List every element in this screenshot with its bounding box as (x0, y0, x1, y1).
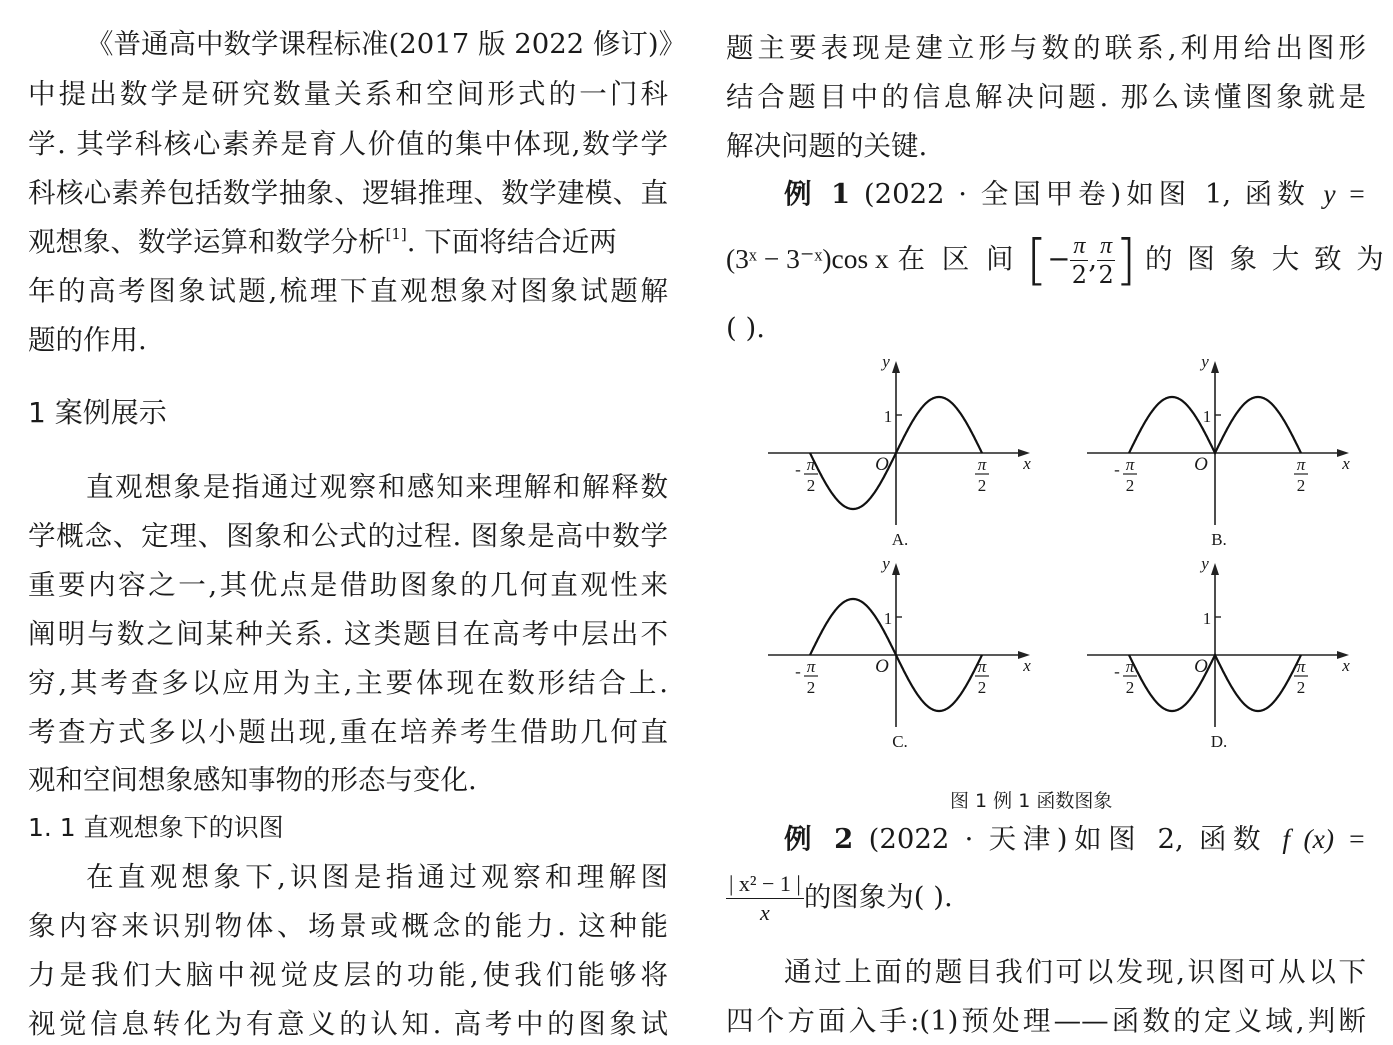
interval-comma: , (1088, 243, 1098, 275)
figure-1-graphs (728, 355, 1368, 775)
x-axis-label: x (1342, 454, 1350, 473)
pi-label: π (977, 455, 987, 474)
pi-label: π (806, 657, 816, 676)
interval-open-bracket: [ (1026, 228, 1048, 292)
origin-label: O (1194, 656, 1208, 677)
intro-line: 中提出数学是研究数量关系和空间形式的一门科 (28, 78, 668, 110)
pi-label: π (806, 455, 816, 474)
option-label: B. (1211, 530, 1227, 549)
pi-label: π (1125, 657, 1135, 676)
example1-line2 (726, 228, 1387, 292)
y-axis-label: y (1201, 554, 1209, 573)
section-line: 穷,其考查多以应用为主,主要体现在数形结合上. (28, 667, 668, 699)
example1-label: 例 1 (784, 178, 851, 210)
example1-function: (3ˣ − 3⁻ˣ)cos x (726, 243, 889, 274)
option-label: C. (892, 732, 908, 751)
two-label: 2 (1296, 476, 1306, 495)
citation: [1] (385, 225, 407, 243)
subsection-line: 力是我们大脑中视觉皮层的功能,使我们能够将 (28, 959, 668, 991)
subsection-line: 象内容来识别物体、场景或概念的能力. 这种能 (28, 910, 668, 942)
example1-y-eq: y = (1323, 178, 1367, 209)
origin-label: O (875, 454, 889, 475)
option-label: A. (891, 530, 909, 549)
minus-sign: - (1114, 662, 1120, 681)
example2-line1 (726, 821, 1366, 857)
interval-fraction-right: $\frac{\pi}{2}$ (1098, 233, 1114, 289)
example1-after: 的 图 象 大 致 为 (1145, 243, 1387, 275)
minus-sign: - (795, 662, 801, 681)
two-label: 2 (1125, 678, 1135, 697)
two-label: 2 (806, 476, 816, 495)
example2-fraction: $\frac{\text{| x² − 1 |}}{x}$ (726, 870, 804, 927)
section-line: 直观想象是指通过观察和感知来理解和解释数 (86, 471, 668, 503)
intro-line: 年的高考图象试题,梳理下直观想象对图象试题解 (28, 275, 668, 307)
x-axis-label: x (1342, 656, 1350, 675)
example2-source: (2022 · 天津)如图 2, 函数 (868, 823, 1268, 855)
y-one-label: 1 (883, 609, 893, 628)
figure-caption: 图 1 例 1 函数图象 (950, 790, 1113, 812)
intro-line: 科核心素养包括数学抽象、逻辑推理、数学建模、直 (28, 177, 668, 209)
intro-line-text: 观想象、数学运算和数学分析 (28, 226, 386, 258)
y-axis-arrow (1211, 563, 1219, 575)
body-line: 四个方面入手:(1)预处理——函数的定义域,判断 (726, 1005, 1366, 1037)
example2-after: 的图象为( ). (803, 881, 953, 913)
option-label: D. (1210, 732, 1228, 751)
graph-option-c (768, 554, 1031, 751)
intro-line-text: . 下面将结合近两 (406, 226, 617, 258)
body-line: 通过上面的题目我们可以发现,识图可从以下 (784, 956, 1366, 988)
y-axis-label: y (1201, 355, 1209, 371)
subsection-heading: 1. 1 直观想象下的识图 (28, 813, 284, 842)
intro-line: 《普通高中数学课程标准(2017 版 2022 修订)》 (86, 28, 687, 60)
origin-label: O (1194, 454, 1208, 475)
graph-option-d (1087, 554, 1350, 751)
two-label: 2 (1296, 678, 1306, 697)
section-line: 考查方式多以小题出现,重在培养考生借助几何直 (28, 716, 668, 748)
body-line: 题主要表现是建立形与数的联系,利用给出图形 (726, 32, 1366, 64)
section-line: 重要内容之一,其优点是借助图象的几何直观性来 (28, 569, 668, 601)
example1-line1 (726, 176, 1366, 212)
section-line: 观和空间想象感知事物的形态与变化. (28, 764, 477, 796)
section-heading: 1 案例展示 (28, 396, 167, 429)
x-axis-label: x (1023, 454, 1031, 473)
interval-fraction-left: $\frac{\pi}{2}$ (1071, 233, 1088, 289)
minus-sign: - (795, 460, 801, 479)
intro-line: 题的作用. (28, 324, 147, 356)
subsection-line: 在直观想象下,识图是指通过观察和理解图 (86, 861, 668, 893)
x-axis-label: x (1023, 656, 1031, 675)
y-axis-arrow (892, 563, 900, 575)
body-line: 结合题目中的信息解决问题. 那么读懂图象就是 (726, 81, 1366, 113)
origin-label: O (875, 656, 889, 677)
pi-label: π (977, 657, 987, 676)
example2-label: 例 2 (784, 823, 854, 855)
intro-line: 学. 其学科核心素养是育人价值的集中体现,数学学 (28, 128, 668, 160)
two-label: 2 (977, 476, 987, 495)
example1-source: (2022 · 全国甲卷)如图 1, 函数 (863, 178, 1310, 210)
pi-label: π (1125, 455, 1135, 474)
y-axis-arrow (1211, 361, 1219, 373)
example2-fx: f (x) = (1282, 823, 1366, 854)
example2-line2 (726, 870, 953, 927)
body-line: 解决问题的关键. (726, 130, 928, 162)
interval-close-bracket: ] (1115, 228, 1137, 292)
example1-interval-text: 在 区 间 (897, 243, 1018, 275)
minus-sign: - (1114, 460, 1120, 479)
y-one-label: 1 (1202, 609, 1212, 628)
y-axis-label: y (882, 355, 890, 371)
section-line: 学概念、定理、图象和公式的过程. 图象是高中数学 (28, 520, 668, 552)
two-label: 2 (977, 678, 987, 697)
graph-option-a (768, 355, 1031, 549)
graph-option-b (1087, 355, 1350, 549)
y-axis-label: y (882, 554, 890, 573)
interval-minus: − (1047, 243, 1071, 275)
y-one-label: 1 (883, 407, 893, 426)
y-one-label: 1 (1202, 407, 1212, 426)
y-axis-arrow (892, 361, 900, 373)
subsection-line: 视觉信息转化为有意义的认知. 高考中的图象试 (28, 1008, 668, 1040)
example1-blank: ( ). (726, 312, 765, 344)
two-label: 2 (1125, 476, 1135, 495)
pi-label: π (1296, 657, 1306, 676)
intro-line (28, 224, 617, 260)
section-line: 阐明与数之间某种关系. 这类题目在高考中层出不 (28, 618, 668, 650)
pi-label: π (1296, 455, 1306, 474)
two-label: 2 (806, 678, 816, 697)
